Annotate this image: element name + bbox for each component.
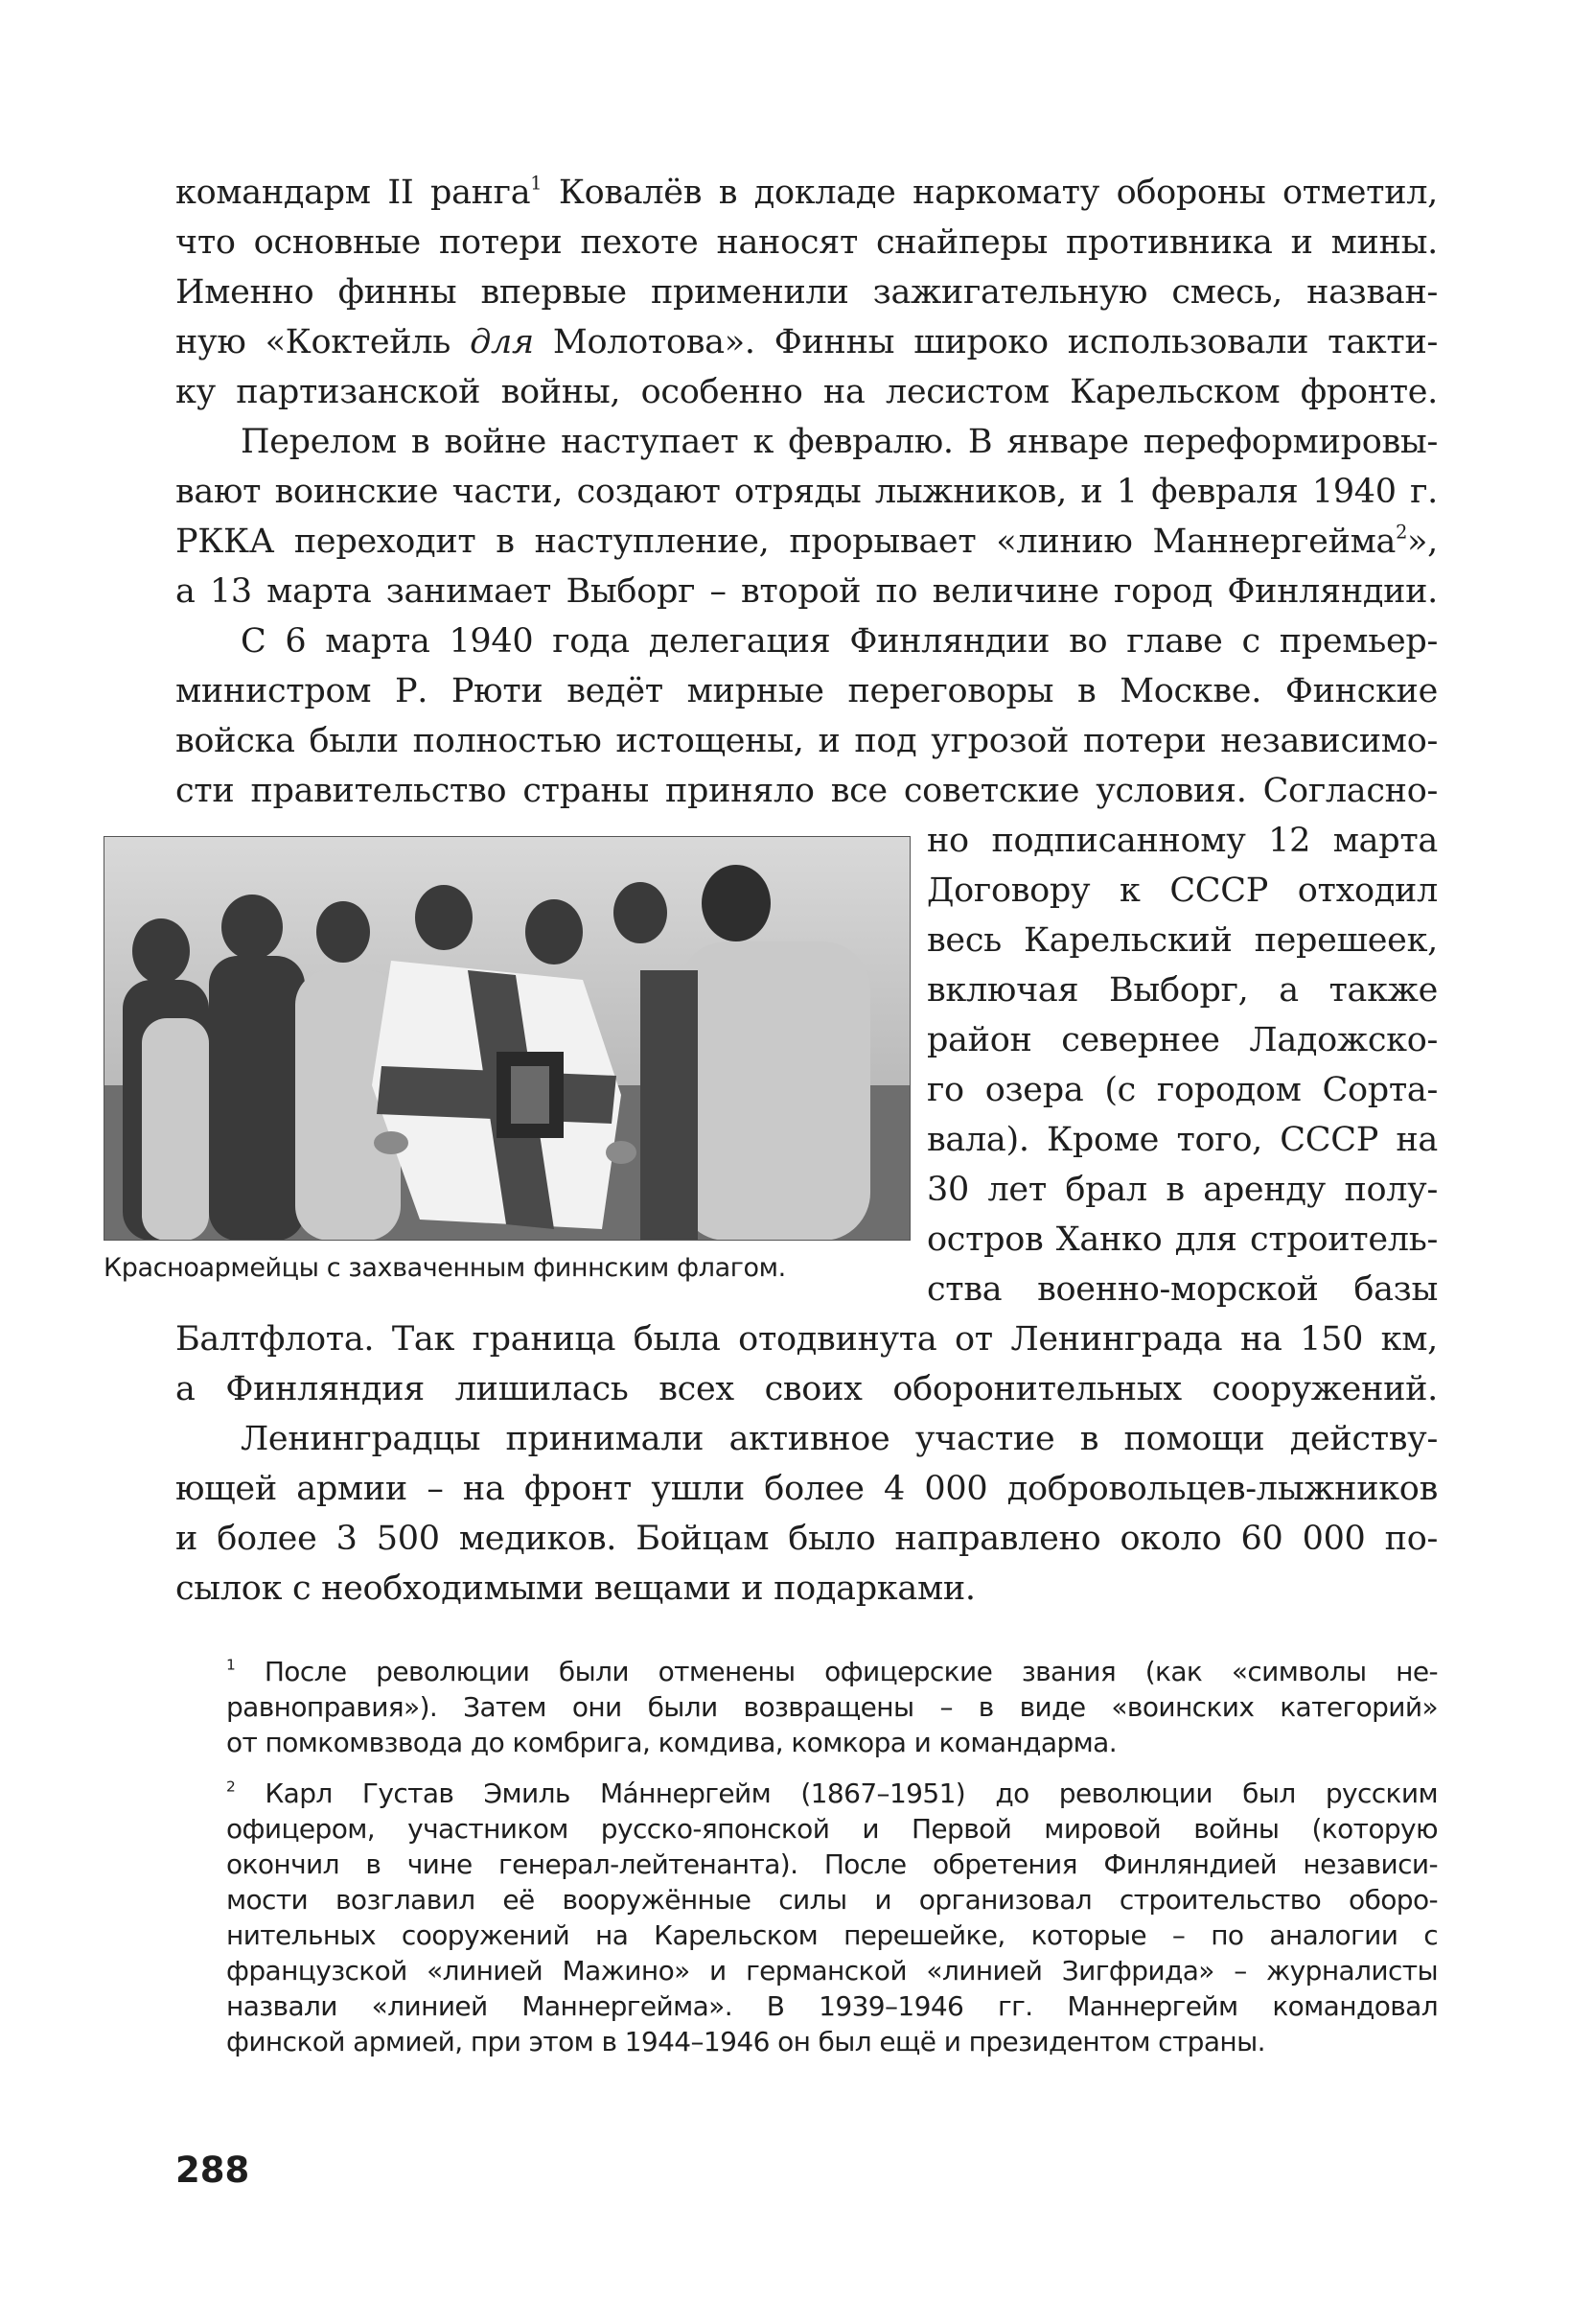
footnote-2-line-1 bbox=[226, 1776, 1438, 1811]
italic-word: для bbox=[470, 323, 534, 361]
wrap-line-5: район севернее Ладожско- bbox=[927, 1021, 1438, 1059]
footnote-2-line-8: финской армией, при этом в 1944–1946 он был ещё и президентом страны. bbox=[226, 2026, 1265, 2057]
wrap-line-2: Договору к СССР отходил bbox=[927, 872, 1438, 910]
footnote-text: Карл Густав Эмиль Ма́ннергейм (1867–1951) до революции был русским bbox=[265, 1778, 1438, 1809]
footnote-2-line-2: офицером, участником русско-японской и Первой мировой войны (которую bbox=[226, 1813, 1438, 1845]
body-line-1 bbox=[175, 168, 1438, 218]
body-line-2: что основные потери пехоте наносят снайперы противника и мины. bbox=[175, 223, 1438, 262]
footnote-ref-1: 1 bbox=[530, 172, 543, 195]
body-text: ную «Коктейль bbox=[175, 323, 451, 361]
wrap-line-8: 30 лет брал в аренду полу- bbox=[927, 1171, 1438, 1209]
wrap-line-9: остров Ханко для строитель- bbox=[927, 1220, 1438, 1259]
body-line-6: Перелом в войне наступает к февралю. В январе переформировы- bbox=[241, 423, 1438, 461]
body-line-7: вают воинские части, создают отряды лыжников, и 1 февраля 1940 г. bbox=[175, 473, 1438, 511]
footnote-1-line-2: равноправия»). Затем они были возвращены – в виде «воинских категорий» bbox=[226, 1691, 1438, 1723]
footnote-1-line-1 bbox=[226, 1654, 1438, 1689]
footnote-2-line-5: нительных сооружений на Карельском перешейке, которые – по аналогии с bbox=[226, 1919, 1438, 1951]
body-text: Ковалёв в докладе наркомату обороны отметил, bbox=[542, 174, 1439, 212]
wrap-line-3: весь Карельский перешеек, bbox=[927, 921, 1438, 960]
body-line-13: сти правительство страны приняло все советские условия. Согласно- bbox=[175, 772, 1438, 810]
body-line-11: министром Р. Рюти ведёт мирные переговоры в Москве. Финские bbox=[175, 672, 1438, 710]
photo-caption: Красноармейцы с захваченным финнским флагом. bbox=[104, 1253, 786, 1283]
footnote-2-line-6: французской «линией Мажино» и германской «линией Зигфрида» – журналисты bbox=[226, 1955, 1438, 1987]
body-line-12: войска были полностью истощены, и под угрозой потери независимо- bbox=[175, 722, 1438, 760]
page-number: 288 bbox=[175, 2150, 250, 2191]
footnote-text: После революции были отменены офицерские звания (как «символы не- bbox=[264, 1656, 1438, 1687]
footnote-2-line-7: назвали «линией Маннергейма». В 1939–1946 гг. Маннергейм командовал bbox=[226, 1990, 1438, 2022]
body-line-14: Балтфлота. Так граница была отодвинута от Ленинграда на 150 км, bbox=[175, 1320, 1438, 1359]
body-line-10: С 6 марта 1940 года делегация Финляндии во главе с премьер- bbox=[241, 622, 1438, 661]
wrap-line-7: вала). Кроме того, СССР на bbox=[927, 1121, 1438, 1159]
body-text: Молотова». Финны широко использовали такти- bbox=[533, 323, 1438, 361]
body-text: РККА переходит в наступление, прорывает «линию Маннергейма bbox=[175, 523, 1397, 561]
footnote-ref-2: 2 bbox=[1396, 521, 1408, 544]
body-line-4 bbox=[175, 317, 1438, 367]
body-line-9: а 13 марта занимает Выборг – второй по величине город Финляндии. bbox=[175, 572, 1438, 611]
footnote-2-line-3: окончил в чине генерал-лейтенанта). После обретения Финляндией независи- bbox=[226, 1848, 1438, 1880]
body-line-8 bbox=[175, 517, 1438, 567]
body-text: командарм II ранга bbox=[175, 174, 531, 212]
body-line-19: сылок с необходимыми вещами и подарками. bbox=[175, 1569, 976, 1608]
footnote-2-line-4: мости возглавил её вооружённые силы и организовал строительство оборо- bbox=[226, 1884, 1438, 1916]
wrap-line-6: го озера (с городом Сорта- bbox=[927, 1071, 1438, 1109]
body-line-3: Именно финны впервые применили зажигательную смесь, назван- bbox=[175, 273, 1438, 312]
historical-photo bbox=[104, 836, 911, 1241]
body-text: », bbox=[1407, 523, 1438, 561]
footnote-mark-1: 1 bbox=[226, 1656, 236, 1674]
body-line-16: Ленинградцы принимали активное участие в помощи действу- bbox=[241, 1420, 1438, 1458]
wrap-line-4: включая Выборг, а также bbox=[927, 971, 1438, 1010]
body-line-15: а Финляндия лишилась всех своих оборонительных сооружений. bbox=[175, 1370, 1438, 1408]
photo-image bbox=[104, 836, 911, 1241]
body-line-17: ющей армии – на фронт ушли более 4 000 добровольцев-лыжников bbox=[175, 1470, 1438, 1508]
wrap-line-10: ства военно-морской базы bbox=[927, 1270, 1438, 1309]
body-line-18: и более 3 500 медиков. Бойцам было направлено около 60 000 по- bbox=[175, 1520, 1438, 1558]
footnote-mark-2: 2 bbox=[226, 1778, 236, 1796]
body-line-5: ку партизанской войны, особенно на лесистом Карельском фронте. bbox=[175, 373, 1438, 411]
wrap-line-1: но подписанному 12 марта bbox=[927, 822, 1438, 860]
footnote-1-line-3: от помкомвзвода до комбрига, комдива, комкора и командарма. bbox=[226, 1727, 1118, 1758]
